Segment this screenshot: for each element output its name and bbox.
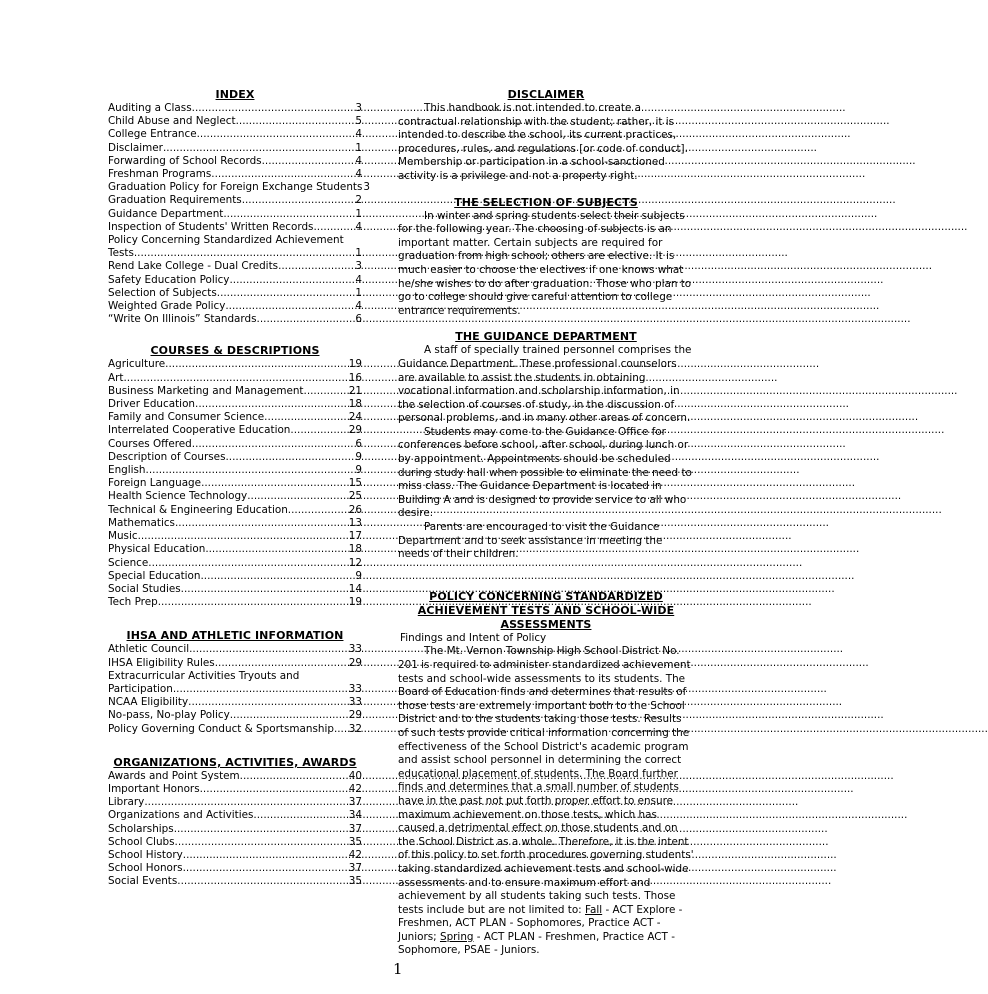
- toc-entry: College Entrance ..... 4: [108, 128, 362, 141]
- guidance-paragraph: Parents are encouraged to visit the Guidance Department and to seek assistance in meeting the needs of their children.: [398, 521, 663, 561]
- policy-heading-line: ACHIEVEMENT TESTS AND SCHOOL-WIDE: [417, 603, 675, 617]
- page-number: 1: [393, 960, 403, 978]
- toc-entry: Special Education ..... 9: [108, 570, 362, 583]
- selection-text: In winter and spring students select their subjects for the following year. The choosing of subjects is an important matter. Certain subjects are required for graduation from high school; others are elective. It is much easier to choose the electives if one knows what he/she wishes to do after graduation. Those who plan to go to college should give careful attention to college entrance requirements.: [398, 209, 692, 317]
- toc-entry: Tech Prep ..... 19: [108, 596, 362, 609]
- right-column: [398, 88, 694, 958]
- index-list: [108, 102, 371, 326]
- left-column: [108, 88, 371, 889]
- toc-entry: English ..... 9: [108, 464, 362, 477]
- toc-entry: Rend Lake College - Dual Credits ..... 3: [108, 260, 362, 273]
- fall-label: Fall: [585, 903, 603, 916]
- guidance-heading: THE GUIDANCE DEPARTMENT: [455, 330, 637, 344]
- toc-entry: Guidance Department ..... 1: [108, 208, 362, 221]
- toc-entry: Agriculture ..... 19: [108, 358, 362, 371]
- toc-entry: Music ..... 17: [108, 530, 362, 543]
- toc-entry: Auditing a Class ..... 3: [108, 102, 362, 115]
- toc-entry: Policy Concerning Standardized Achievement: [108, 234, 344, 247]
- spring-label: Spring: [439, 930, 474, 943]
- policy-heading-line: ASSESSMENTS: [500, 617, 592, 631]
- toc-entry: Description of Courses ..... 9: [108, 451, 362, 464]
- toc-entry: Disclaimer ..... 1: [108, 142, 362, 155]
- toc-entry: Science ..... 12: [108, 557, 362, 570]
- toc-entry: School Honors ..... 37: [108, 862, 362, 875]
- toc-entry: Mathematics ..... 13: [108, 517, 362, 530]
- policy-subheading: Findings and Intent of Policy: [400, 631, 547, 644]
- disclaimer-heading: DISCLAIMER: [507, 88, 585, 101]
- toc-entry: Physical Education ..... 18: [108, 543, 362, 556]
- toc-entry: Child Abuse and Neglect ..... 5: [108, 115, 362, 128]
- toc-entry: Extracurricular Activities Tryouts and: [108, 669, 300, 682]
- ihsa-heading: IHSA AND ATHLETIC INFORMATION: [126, 629, 344, 643]
- toc-entry: Graduation Policy for Foreign Exchange Students 3: [108, 181, 371, 194]
- index-heading: INDEX: [215, 88, 255, 101]
- toc-entry: Driver Education ..... 18: [108, 398, 362, 411]
- toc-entry: Technical & Engineering Education ..... 26: [108, 504, 362, 517]
- toc-entry: Scholarships ..... 37: [108, 823, 362, 836]
- toc-entry: IHSA Eligibility Rules ..... 29: [108, 657, 362, 670]
- toc-entry: Freshman Programs ..... 4: [108, 168, 362, 181]
- ihsa-list: [108, 643, 362, 735]
- selection-heading: THE SELECTION OF SUBJECTS: [454, 195, 638, 209]
- courses-list: [108, 358, 362, 609]
- toc-entry: Safety Education Policy ..... 4: [108, 274, 362, 287]
- toc-entry: Library ..... 37: [108, 796, 362, 809]
- toc-entry: Athletic Council ..... 33: [108, 643, 362, 656]
- toc-entry: School History ..... 42: [108, 849, 362, 862]
- toc-entry: “Write On Illinois” Standards ..... 6: [108, 313, 362, 326]
- toc-entry: Selection of Subjects ..... 1: [108, 287, 362, 300]
- guidance-paragraph: Students may come to the Guidance Office for conferences before school, after school, during lunch or by appointment. Appointments should be scheduled during study hall when possible to eliminate the need to miss class. The Guidance Department is located in Building A and is designed to provide service to all who desire.: [398, 425, 692, 520]
- toc-entry: Art ..... 16: [108, 372, 362, 385]
- toc-entry: Inspection of Students' Written Records ..... 4: [108, 221, 362, 234]
- toc-entry: Awards and Point System ..... 40: [108, 770, 362, 783]
- courses-heading: COURSES & DESCRIPTIONS: [150, 344, 320, 358]
- toc-entry: Organizations and Activities ..... 34: [108, 809, 362, 822]
- toc-entry: Important Honors ..... 42: [108, 783, 362, 796]
- toc-entry: Health Science Technology ..... 25: [108, 490, 362, 503]
- toc-entry: Family and Consumer Science ..... 24: [108, 411, 362, 424]
- organizations-list: [108, 770, 362, 889]
- toc-entry: Courses Offered ..... 6: [108, 438, 362, 451]
- toc-entry: School Clubs ..... 35: [108, 836, 362, 849]
- toc-entry: Participation ..... 33: [108, 683, 362, 696]
- toc-entry: NCAA Eligibility ..... 33: [108, 696, 362, 709]
- organizations-heading: ORGANIZATIONS, ACTIVITIES, AWARDS: [113, 755, 357, 769]
- toc-entry: Social Events ..... 35: [108, 875, 362, 888]
- disclaimer-text: This handbook is not intended to create a contractual relationship with the student; rather, it is intended to describe the school, its current practices, procedures, rules, and regulations [or code of conduct]. Membership or participation in a school-sanctioned activity is a privilege and not a property right.: [398, 102, 688, 182]
- toc-entry: Tests ..... 1: [108, 247, 362, 260]
- policy-heading-line: POLICY CONCERNING STANDARDIZED: [429, 589, 663, 603]
- toc-entry: Business Marketing and Management ..... 21: [108, 385, 362, 398]
- toc-entry: Social Studies ..... 14: [108, 583, 362, 596]
- toc-entry: Foreign Language ..... 15: [108, 477, 362, 490]
- guidance-paragraph: A staff of specially trained personnel comprises the Guidance Department. These professional counselors are available to assist the students in obtaining vocational information and scholarship information, in the selection of courses of study, in the discussion of personal problems, and in many other areas of concern.: [398, 344, 692, 425]
- toc-entry: Weighted Grade Policy ..... 4: [108, 300, 362, 313]
- toc-entry: Graduation Requirements ..... 2: [108, 194, 362, 207]
- toc-entry: Interrelated Cooperative Education ..... 29: [108, 424, 362, 437]
- policy-text: The Mt. Vernon Township High School District No. 201 is required to administer standardized achievement tests and school-wide assessments to its students. The Board of Education finds and determines that results of those tests are extremely important both to the School District and to the students taking those tests. Results of such tests provide critical information concerning the effectiveness of the School District's academic program and assist school personnel in determining the correct educational placement of students. The Board further finds and determines that a small number of students have in the past not put forth proper effort to ensure maximum achievement on those tests, which has caused a detrimental effect on those students and on the School District as a whole. Therefore, it is the intent of this policy to set forth procedures governing students' taking standardized achievement tests and school-wide assessments and to ensure maximum effort and achievement by all students taking such tests. Those tests include but are not limited to: Fall - ACT Explore - Freshmen, ACT PLAN - Sophomores, Practice ACT - Juniors; Spring - ACT PLAN - Freshmen, Practice ACT - Sophomore, PSAE - Juniors.: [398, 645, 694, 957]
- toc-entry: Policy Governing Conduct & Sportsmanship ..... 32: [108, 723, 362, 736]
- toc-entry: No-pass, No-play Policy ..... 29: [108, 709, 362, 722]
- toc-entry: Forwarding of School Records ..... 4: [108, 155, 362, 168]
